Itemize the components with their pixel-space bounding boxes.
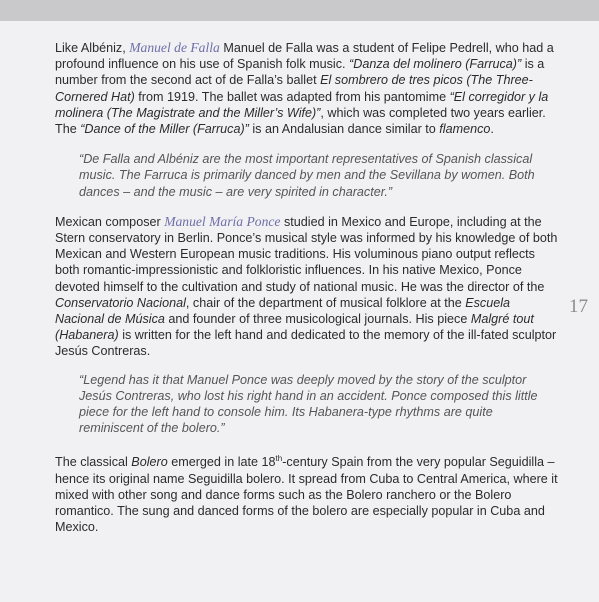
text-run: is written for the left hand and dedicated to the memory of the ill-fated sculptor Jesús Contreras. bbox=[55, 328, 557, 359]
italic-term: flamenco bbox=[439, 122, 491, 137]
work-title: “Danza del molinero (Farruca)” bbox=[349, 57, 522, 72]
work-title: El sombrero de tres picos (The Three-Cornered Hat) bbox=[55, 73, 533, 104]
text-body bbox=[55, 40, 560, 535]
paragraph-bolero bbox=[55, 454, 560, 535]
quote-de-falla: “De Falla and Albéniz are the most important representatives of Spanish classical music. The Farruca is primarily danced by men and the Sevillana by women. Both dances – and the music – are very spirited in character.” bbox=[79, 152, 535, 199]
institution-name: Conservatorio Nacional bbox=[55, 295, 186, 310]
text-run: from 1919. The ballet was adapted from his pantomime bbox=[134, 89, 450, 104]
quote-ponce: “Legend has it that Manuel Ponce was deeply moved by the story of the sculptor Jesús Contreras, who lost his right hand in an accident. Ponce composed this little piece for the left hand to console him. Its Habanera-type rhythms are quite reminiscent of the bolero.” bbox=[79, 372, 538, 436]
work-title: Malgré tout (Habanera) bbox=[55, 312, 534, 343]
top-bar bbox=[0, 0, 599, 21]
page-number: 17 bbox=[569, 296, 588, 317]
work-title: “Dance of the Miller (Farruca)” bbox=[80, 122, 249, 137]
paragraph-de-falla bbox=[55, 40, 560, 137]
text-run: . bbox=[490, 122, 494, 137]
italic-term: Bolero bbox=[131, 455, 168, 470]
text-run: studied in Mexico and Europe, including at the Stern conservatory in Berlin. Ponce’s musical style was informed by his knowledge of both Mexican and Western European music traditions. His voluminous piano output reflects both romantic-impressionistic and folkloristic influences. In his native Mexico, Ponce devoted himself to the cultivation and study of national music. He was the director of the bbox=[55, 214, 558, 294]
text-run: , which was completed two years earlier. The bbox=[55, 105, 546, 137]
institution-name: Escuela Nacional de Música bbox=[55, 295, 511, 327]
work-title: “El corregidor y la molinera (The Magistrate and the Miller’s Wife)” bbox=[55, 89, 549, 120]
paragraph-ponce bbox=[55, 214, 560, 360]
composer-name-de-falla: Manuel de Falla bbox=[129, 40, 220, 55]
text-run: , chair of the department of musical folklore at the bbox=[185, 295, 466, 310]
text-run: Mexican composer bbox=[55, 214, 165, 229]
text-run: emerged in late 18 bbox=[167, 455, 276, 470]
text-run: is an Andalusian dance similar to bbox=[248, 122, 440, 137]
text-run: Manuel de Falla was a student of Felipe Pedrell, who had a profound influence on his use of Spanish folk music. bbox=[55, 41, 554, 72]
superscript: th bbox=[275, 454, 283, 464]
composer-name-ponce: Manuel María Ponce bbox=[164, 213, 281, 229]
text-run: The classical bbox=[55, 455, 132, 470]
text-run: is a number from the second act of de Falla’s ballet bbox=[55, 57, 545, 88]
text-run: and founder of three musicological journals. His piece bbox=[164, 312, 471, 327]
text-run: Like Albéniz, bbox=[55, 41, 130, 55]
text-run: -century Spain from the very popular Seguidilla – hence its original name Seguidilla bolero. It spread from Cuba to Central America, where it mixed with other song and dance forms such as the Bolero ranchero or the Bolero romantico. The sung and danced forms of the bolero are especially popular in Cuba and Mexico. bbox=[55, 455, 558, 535]
